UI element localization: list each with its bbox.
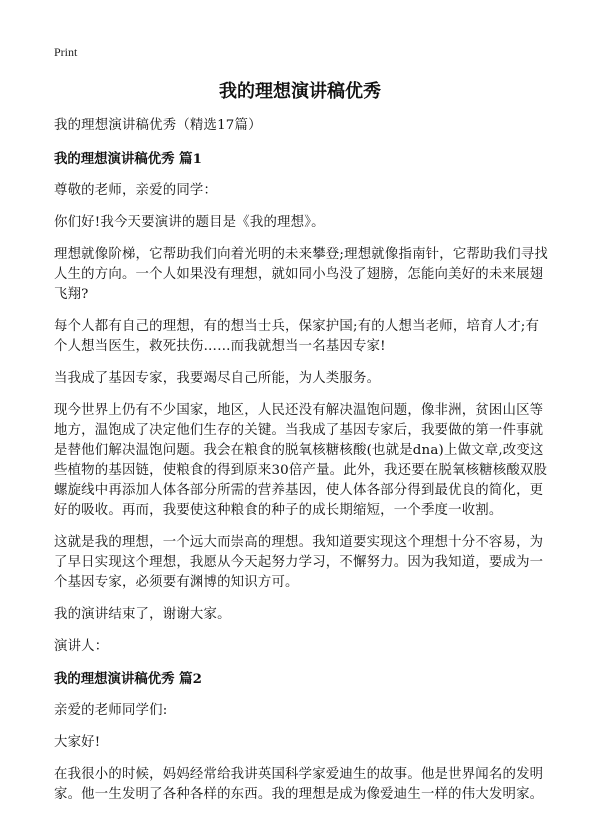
paragraph: 现今世界上仍有不少国家，地区，人民还没有解决温饱问题，像非洲，贫困山区等地方，温饱成了决定他们生存的关键。当我成了基因专家后，我要做的第一件事就是替他们解决温饱问题。我会在粮食的脱氧核糖核酸(也就是dna)上做文章,改变这些植物的基因链，使粮食的得到原来30倍产量。此外，我还要在脱氧核糖核酸双股螺旋线中再添加人体各部分所需的营养基因，使人体各部分得到最优良的简化，更好的吸收。再而，我要使这种粮食的种子的成长期缩短，一个季度一收割。 (54, 403, 548, 518)
paragraph: 每个人都有自己的理想，有的想当士兵，保家护国;有的人想当老师，培育人才;有个人想当医生，救死扶伤……而我就想当一名基因专家! (54, 319, 540, 354)
paragraph: 亲爱的老师同学们: (54, 703, 168, 718)
paragraph: 这就是我的理想，一个远大而崇高的理想。我知道要实现这个理想十分不容易，为了早日实现这个理想，我愿从今天起努力学习，不懈努力。因为我知道，要成为一个基因专家，必须要有渊博的知识方可。 (54, 535, 544, 590)
document-title: 我的理想演讲稿优秀 (219, 81, 381, 102)
section-heading-1: 我的理想演讲稿优秀 篇1 (54, 151, 202, 167)
document-body (54, 116, 548, 817)
paragraph: 演讲人： (54, 639, 109, 654)
paragraph: 在我很小的时候，妈妈经常给我讲英国科学家爱迪生的故事。他是世界闻名的发明家。他一生发明了各种各样的东西。我的理想是成为像爱迪生一样的伟大发明家。 (54, 767, 544, 802)
paragraph: 我的演讲结束了，谢谢大家。 (54, 607, 231, 622)
paragraph: 大家好! (54, 735, 101, 750)
paragraph: 尊敬的老师，亲爱的同学： (54, 183, 218, 198)
paragraph: 理想就像阶梯，它帮助我们向着光明的未来攀登;理想就像指南针，它帮助我们寻找人生的方向。一个人如果没有理想，就如同小鸟没了翅膀，怎能向美好的未来展翅飞翔? (54, 247, 548, 302)
paragraph: 当我成了基因专家，我要竭尽自己所能，为人类服务。 (54, 371, 381, 386)
section-heading-2: 我的理想演讲稿优秀 篇2 (54, 671, 202, 687)
paragraph: 你们好!我今天要演讲的题目是《我的理想》。 (54, 215, 325, 230)
document-subtitle: 我的理想演讲稿优秀（精选17篇） (54, 118, 262, 133)
print-link[interactable]: Print (54, 45, 78, 59)
